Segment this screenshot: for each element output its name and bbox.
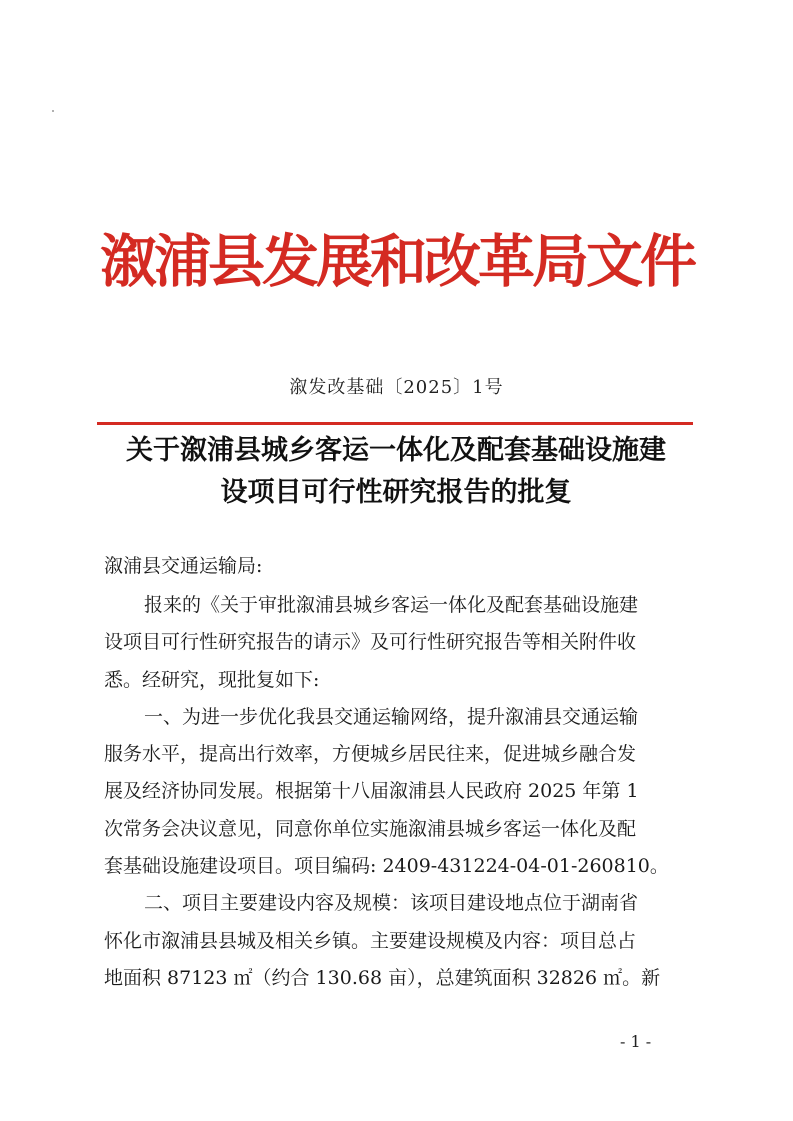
document-masthead: 溆浦县发展和改革局文件 (100, 228, 694, 295)
title-line-2: 设项目可行性研究报告的批复 (220, 477, 572, 508)
page-number: - 1 - (620, 1032, 652, 1051)
red-divider-line (97, 422, 693, 425)
body-line: 怀化市溆浦县县城及相关乡镇。主要建设规模及内容：项目总占 (104, 929, 637, 952)
body-line: 悉。经研究，现批复如下: (104, 668, 320, 691)
body-line: 地面积 87123 ㎡（约合 130.68 亩），总建筑面积 32826 ㎡。新 (104, 966, 661, 989)
body-line: 服务水平，提高出行效率，方便城乡居民往来，促进城乡融合发 (104, 743, 637, 766)
body-line: 展及经济协同发展。根据第十八届溆浦县人民政府 2025 年第 1 (104, 780, 639, 803)
scan-speck (52, 110, 54, 112)
title-line-1: 关于溆浦县城乡客运一体化及配套基础设施建 (126, 435, 666, 466)
document-number: 溆发改基础〔2025〕1号 (289, 377, 504, 398)
body-line: 设项目可行性研究报告的请示》及可行性研究报告等相关附件收 (104, 631, 637, 654)
body-line: 次常务会决议意见，同意你单位实施溆浦县城乡客运一体化及配 (104, 817, 637, 840)
document-body (104, 587, 704, 997)
salutation: 溆浦县交通运输局: (104, 555, 263, 577)
document-title (98, 430, 694, 514)
body-line: 套基础设施建设项目。项目编码: 2409-431224-04-01-260810。 (104, 855, 669, 878)
body-line: 一、为进一步优化我县交通运输网络，提升溆浦县交通运输 (144, 705, 639, 728)
body-line: 二、项目主要建设内容及规模：该项目建设地点位于湖南省 (144, 892, 639, 915)
body-line: 报来的《关于审批溆浦县城乡客运一体化及配套基础设施建 (144, 594, 639, 616)
